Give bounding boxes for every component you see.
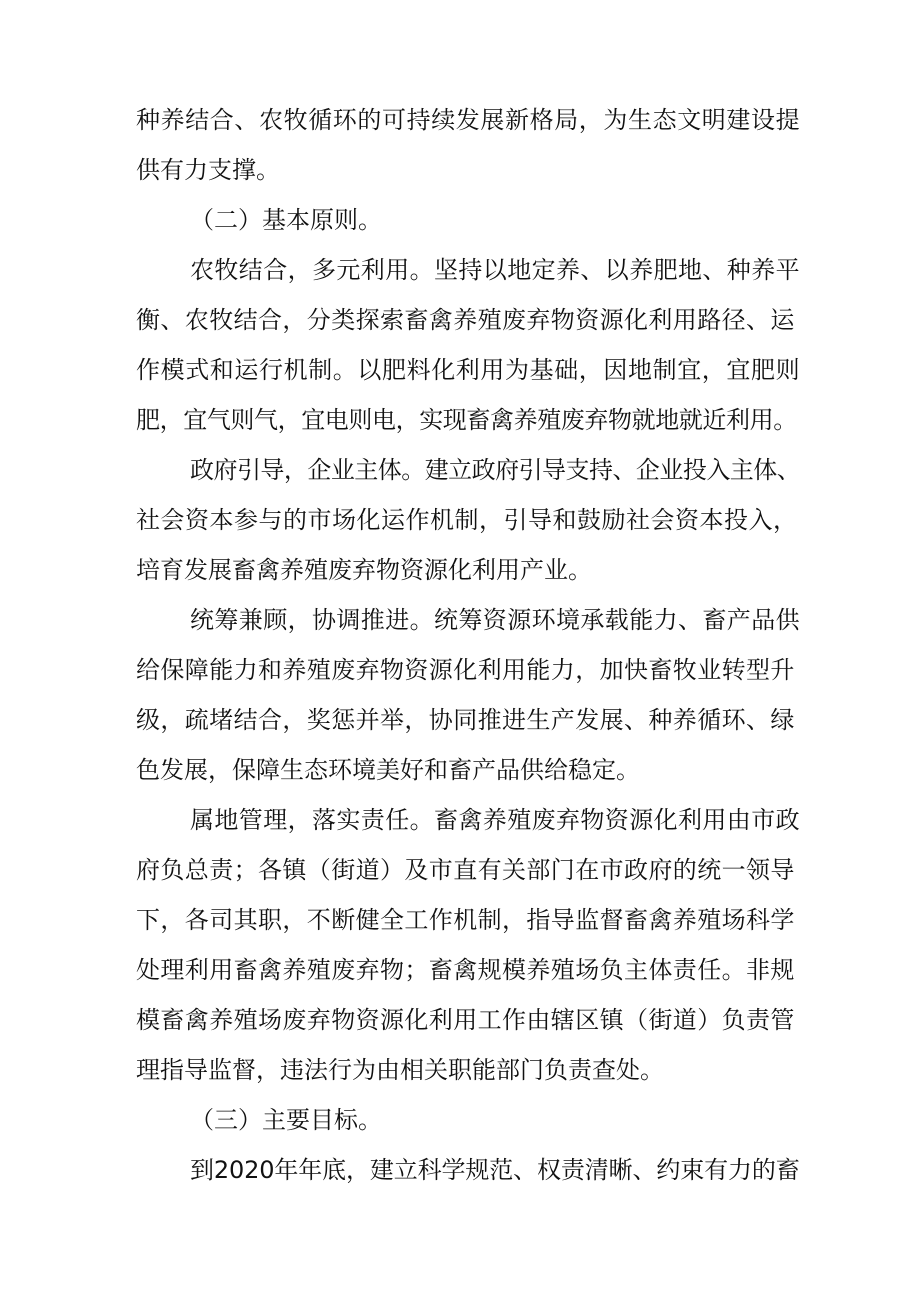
text-line: 色发展，保障生态环境美好和畜产品供给稳定。 — [136, 756, 640, 784]
text-line: 社会资本参与的市场化运作机制，引导和鼓励社会资本投入， — [136, 506, 798, 534]
text-line: 统筹兼顾，协调推进。统筹资源环境承载能力、畜产品供 — [190, 606, 800, 634]
section-heading: （三）主要目标。 — [190, 1106, 382, 1134]
text-line: 到2020年年底，建立科学规范、权责清晰、约束有力的畜 — [190, 1156, 800, 1184]
text-line: 属地管理，落实责任。畜禽养殖废弃物资源化利用由市政 — [190, 806, 800, 834]
text-line: 模畜禽养殖场废弃物资源化利用工作由辖区镇（街道）负责管 — [136, 1006, 795, 1034]
text-line: 种养结合、农牧循环的可持续发展新格局，为生态文明建设提 — [136, 106, 801, 134]
text-line: 处理利用畜禽养殖废弃物；畜禽规模养殖场负主体责任。非规 — [136, 956, 795, 984]
text-line: 农牧结合，多元利用。坚持以地定养、以养肥地、种养平 — [190, 256, 800, 284]
section-heading: （二）基本原则。 — [190, 206, 382, 234]
text-line: 政府引导，企业主体。建立政府引导支持、企业投入主体、 — [190, 456, 801, 484]
text-line: 衡、农牧结合，分类探索畜禽养殖废弃物资源化利用路径、运 — [136, 306, 795, 334]
text-line: 府负总责；各镇（街道）及市直有关部门在市政府的统一领导 — [136, 856, 795, 884]
text-line: 作模式和运行机制。以肥料化利用为基础，因地制宜，宜肥则 — [136, 356, 801, 384]
text-line: 供有力支撑。 — [136, 156, 280, 184]
text-line: 下，各司其职，不断健全工作机制，指导监督畜禽养殖场科学 — [136, 906, 795, 934]
text-line: 给保障能力和养殖废弃物资源化利用能力，加快畜牧业转型升 — [136, 656, 795, 684]
text-line: 肥，宜气则气，宜电则电，实现畜禽养殖废弃物就地就近利用。 — [136, 406, 797, 434]
text-line: 级，疏堵结合，奖惩并举，协同推进生产发展、种养循环、绿 — [136, 706, 795, 734]
text-line: 培育发展畜禽养殖废弃物资源化利用产业。 — [136, 556, 592, 584]
text-line: 理指导监督，违法行为由相关职能部门负责查处。 — [136, 1056, 664, 1084]
